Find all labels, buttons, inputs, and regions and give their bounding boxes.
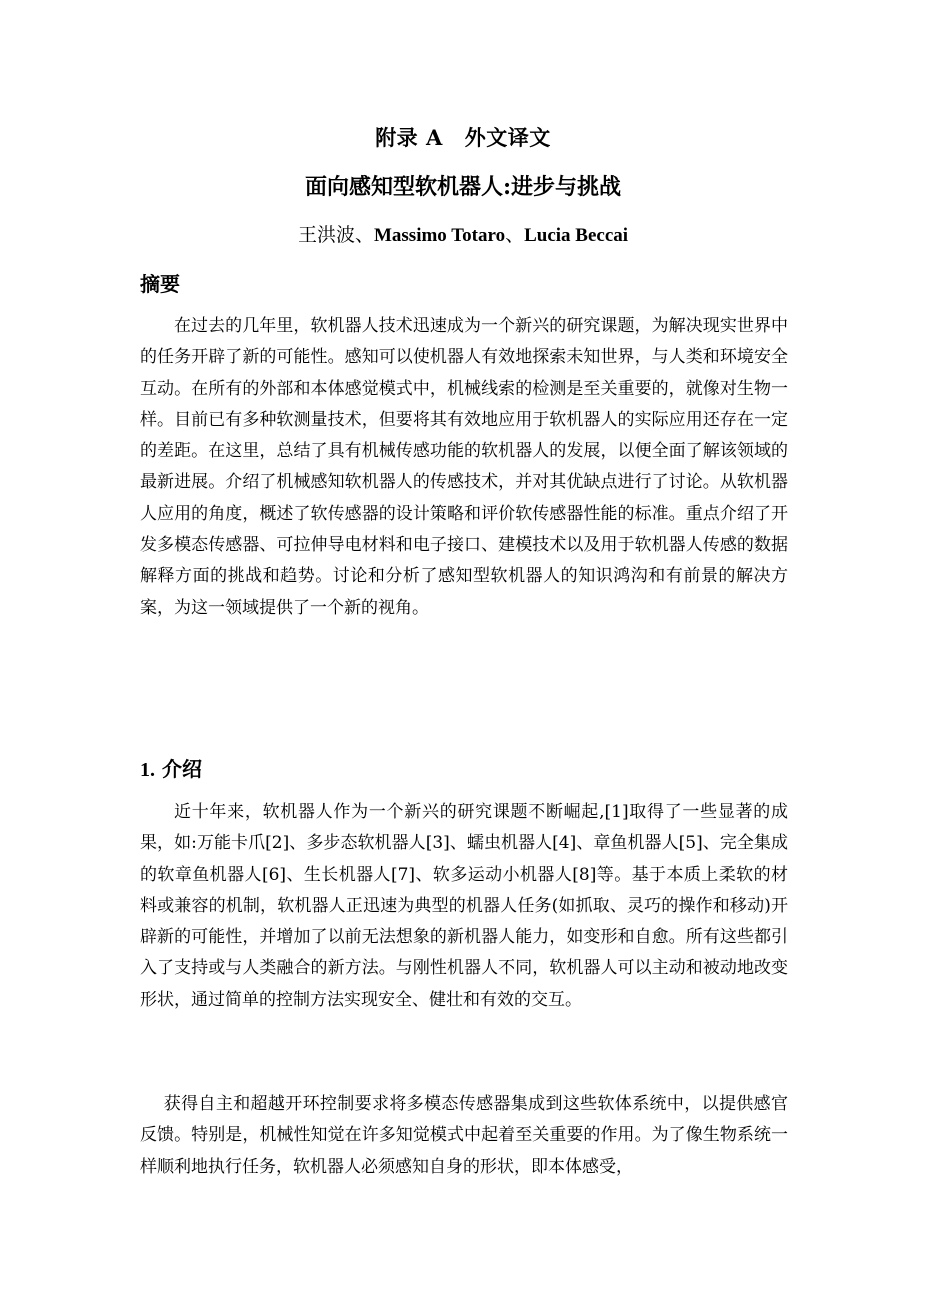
- author-wang: 王洪波: [297, 224, 355, 246]
- abstract-heading: 摘要: [140, 272, 180, 296]
- author-line: [0, 220, 926, 247]
- introduction-paragraph-2: 获得自主和超越开环控制要求将多模态传感器集成到这些软体系统中，以提供感官反馈。特别是，机械性知觉在许多知觉模式中起着至关重要的作用。为了像生物系统一样顺利地执行任务，软机器人必须感知自身的形状，即本体感受，: [140, 1094, 788, 1177]
- author-beccai: Lucia Beccai: [524, 225, 629, 246]
- section-title: 介绍: [161, 757, 202, 781]
- author-separator: 、: [354, 224, 374, 246]
- appendix-title: [0, 122, 926, 152]
- section-number: 1.: [140, 759, 155, 781]
- appendix-subtitle: 外文译文: [464, 125, 551, 150]
- author-totaro: Massimo Totaro: [373, 225, 506, 246]
- appendix-label: 附录 A: [375, 125, 443, 150]
- author-separator: 、: [505, 224, 525, 246]
- section-heading-introduction: [140, 753, 202, 782]
- abstract-text: 在过去的几年里，软机器人技术迅速成为一个新兴的研究课题，为解决现实世界中的任务开辟了新的可能性。感知可以使机器人有效地探索未知世界，与人类和环境安全互动。在所有的外部和本体感觉模式中，机械线索的检测是至关重要的，就像对生物一样。目前已有多种软测量技术，但要将其有效地应用于软机器人的实际应用还存在一定的差距。在这里，总结了具有机械传感功能的软机器人的发展，以便全面了解该领域的最新进展。介绍了机械感知软机器人的传感技术，并对其优缺点进行了讨论。从软机器人应用的角度，概述了软传感器的设计策略和评价软传感器性能的标准。重点介绍了开发多模态传感器、可拉伸导电材料和电子接口、建模技术以及用于软机器人传感的数据解释方面的挑战和趋势。讨论和分析了感知型软机器人的知识鸿沟和有前景的解决方案，为这一领域提供了一个新的视角。: [140, 316, 788, 618]
- introduction-paragraph-1: 近十年来，软机器人作为一个新兴的研究课题不断崛起,[1]取得了一些显著的成果，如:万能卡爪[2]、多步态软机器人[3]、蠕虫机器人[4]、章鱼机器人[5]、完全集成的软章鱼机器人[6]、生长机器人[7]、软多运动小机器人[8]等。基于本质上柔软的材料或兼容的机制，软机器人正迅速为典型的机器人任务(如抓取、灵巧的操作和移动)开辟新的可能性，并增加了以前无法想象的新机器人能力，如变形和自愈。所有这些都引入了支持或与人类融合的新方法。与刚性机器人不同，软机器人可以主动和被动地改变形状，通过简单的控制方法实现安全、健壮和有效的交互。: [140, 802, 788, 1010]
- paper-title: 面向感知型软机器人:进步与挑战: [304, 174, 622, 200]
